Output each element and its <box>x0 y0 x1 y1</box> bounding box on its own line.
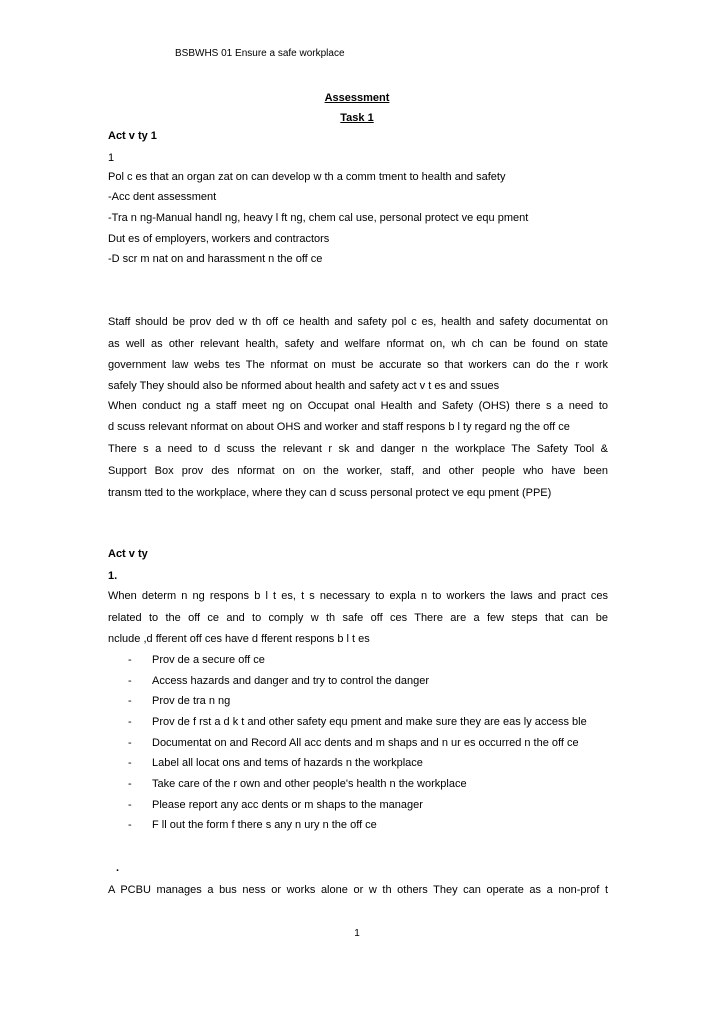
paragraph-line: government law webs tes The nformat on must be accurate so that workers can do the r work <box>108 359 608 371</box>
bullet-dash: - <box>128 778 132 790</box>
bullet-item: Prov de f rst a d k t and other safety equ pment and make sure they are eas ly access ble <box>152 716 587 728</box>
bullet-dash: - <box>128 675 132 687</box>
bullet-item: F ll out the form f there s any n ury n the off ce <box>152 819 377 831</box>
paragraph-line: transm tted to the workplace, where they can d scuss personal protect ve equ pment (PPE) <box>108 487 552 499</box>
paragraph-line: d scuss relevant nformat on about OHS and worker and staff respons b l ty regard ng the off ce <box>108 421 570 433</box>
intro-line: nclude ,d fferent off ces have d fferent respons b l t es <box>108 633 370 645</box>
paragraph-line: as well as other relevant health, safety and welfare nformat on, wh ch can be found on state <box>108 338 608 350</box>
policy-line: -D scr m nat on and harassment n the off ce <box>108 253 323 265</box>
paragraph-line: There s a need to d scuss the relevant r sk and danger n the workplace The Safety Tool & <box>108 443 608 455</box>
intro-line: When determ n ng respons b l t es, t s necessary to expla n to workers the laws and pract ces <box>108 590 608 602</box>
bullet-item: Prov de a secure off ce <box>152 654 265 666</box>
policy-line: -Tra n ng-Manual handl ng, heavy l ft ng, chem cal use, personal protect ve equ pment <box>108 212 529 224</box>
policy-line: -Acc dent assessment <box>108 191 217 203</box>
bullet-item: Access hazards and danger and try to control the danger <box>152 675 430 687</box>
policy-line: Dut es of employers, workers and contractors <box>108 233 330 245</box>
paragraph-line: Staff should be prov ded w th off ce health and safety pol c es, health and safety documentat on <box>108 316 608 328</box>
bullet-dash: - <box>128 695 132 707</box>
bullet-item: Documentat on and Record All acc dents and m shaps and n ur es occurred n the off ce <box>152 737 579 749</box>
bullet-dash: - <box>128 654 132 666</box>
activity-1-number: 1 <box>108 152 115 164</box>
bullet-item: Prov de tra n ng <box>152 695 231 707</box>
stray-dot: . <box>116 862 120 874</box>
bullet-dash: - <box>128 799 132 811</box>
task-title: Task 1 <box>340 112 374 124</box>
page-number: 1 <box>354 928 360 939</box>
paragraph-line: safely They should also be nformed about health and safety act v t es and ssues <box>108 380 500 392</box>
bullet-item: Label all locat ons and tems of hazards n the workplace <box>152 757 423 769</box>
bullet-dash: - <box>128 716 132 728</box>
paragraph-line: When conduct ng a staff meet ng on Occupat onal Health and Safety (OHS) there s a need to <box>108 400 608 412</box>
activity-2-heading: Act v ty <box>108 548 148 560</box>
intro-line: related to the off ce and to comply w th safe off ces There are a few steps that can be <box>108 612 608 624</box>
policy-line: Pol c es that an organ zat on can develop w th a comm tment to health and safety <box>108 171 506 183</box>
bullet-dash: - <box>128 757 132 769</box>
paragraph-line: Support Box prov des nformat on on the worker, staff, and other people who have been <box>108 465 608 477</box>
bullet-dash: - <box>128 819 132 831</box>
bullet-dash: - <box>128 737 132 749</box>
activity-1-heading: Act v ty 1 <box>108 130 157 142</box>
assessment-title: Assessment <box>324 92 390 104</box>
bullet-item: Please report any acc dents or m shaps to the manager <box>152 799 423 811</box>
bullet-item: Take care of the r own and other people's health n the workplace <box>152 778 467 790</box>
activity-2-number: 1. <box>108 570 118 582</box>
final-line: A PCBU manages a bus ness or works alone or w th others They can operate as a non-prof t <box>108 884 608 896</box>
page-header: BSBWHS 01 Ensure a safe workplace <box>175 48 345 59</box>
